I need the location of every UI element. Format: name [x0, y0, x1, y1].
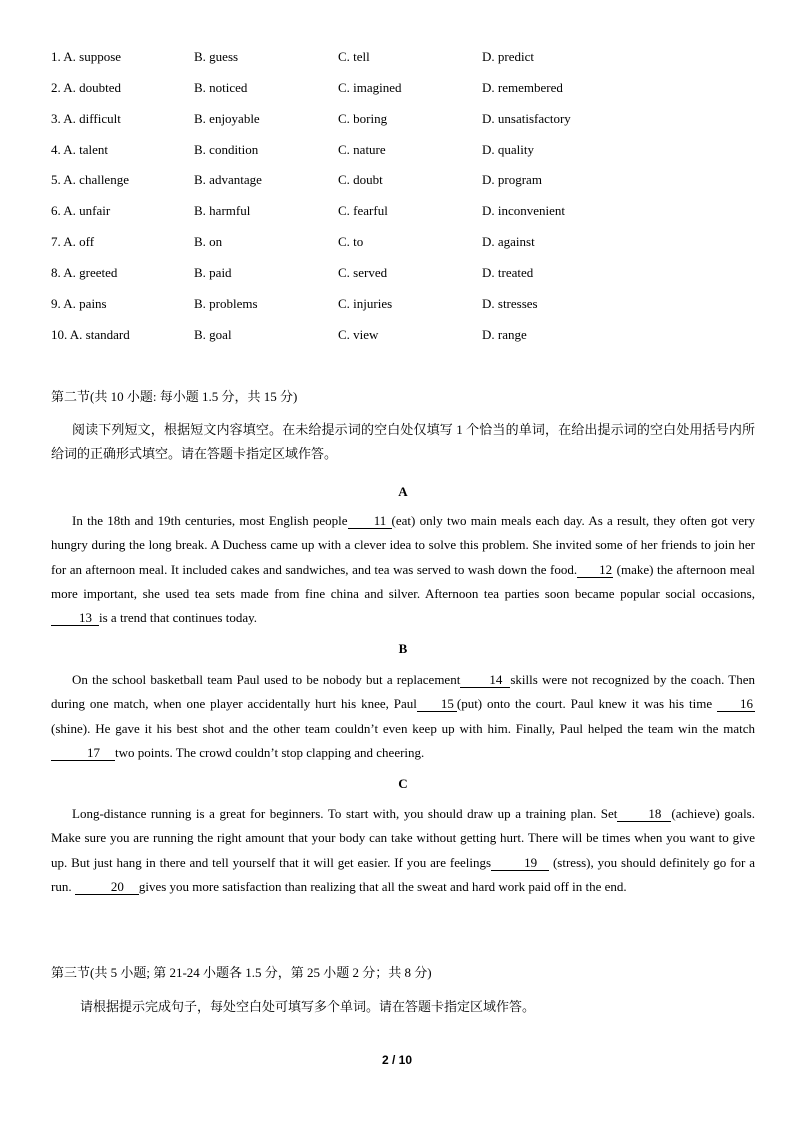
page-number: 2 / 10 — [381, 1053, 413, 1067]
option-a: 4. A. talent — [51, 141, 109, 157]
option-c: C. doubt — [338, 172, 383, 188]
option-c: C. injuries — [338, 295, 393, 311]
option-c: C. view — [338, 326, 379, 342]
option-d: D. quality — [482, 141, 534, 157]
blank-14: 14 — [460, 673, 510, 688]
section-2-heading: 第二节(共 10 小题: 每小题 1.5 分，共 15 分) — [51, 389, 298, 404]
option-a: 7. A. off — [51, 234, 95, 250]
option-a: 2. A. doubted — [51, 79, 122, 95]
blank-16: 16 — [717, 697, 755, 712]
option-c: C. tell — [338, 49, 370, 64]
passage-text: gives you more satisfaction than realizing that all the sweat and hard work paid off in the end. — [138, 878, 627, 894]
blank-13: 13 — [51, 611, 99, 626]
option-d: D. against — [482, 234, 535, 250]
option-d: D. stresses — [482, 295, 538, 311]
blank-15: 15 — [417, 697, 457, 712]
section-3-heading: 第三节(共 5 小题; 第 21-24 小题各 1.5 分，第 25 小题 2 分；共 8 分) — [51, 965, 432, 980]
option-b: B. advantage — [194, 172, 262, 188]
passage-b-text — [51, 668, 755, 765]
option-b: B. harmful — [194, 203, 251, 219]
passage-a-text — [51, 509, 755, 630]
passage-text: (eat) only two main meals each day. As a result, they often got very hungry during the long break. A Duchess came up with a clever idea to solve this problem. She invited some of her friends to join her for an afternoon meal. It included cakes and sandwiches, and tea was served to wash down the food. — [51, 513, 755, 577]
passage-text: is a trend that continues today. — [99, 610, 258, 626]
passage-c-label: C — [398, 776, 408, 791]
option-d: D. program — [482, 172, 542, 188]
blank-20: 20 — [75, 880, 139, 895]
option-a: 8. A. greeted — [51, 264, 118, 280]
option-c: C. served — [338, 264, 388, 280]
section-3-instruction: 请根据提示完成句子，每处空白处可填写多个单词。请在答题卡指定区域作答。 — [80, 999, 536, 1014]
option-c: C. fearful — [338, 203, 388, 219]
option-d: D. treated — [482, 264, 534, 280]
passage-text: (stress), you should definitely go for a run. — [51, 854, 755, 894]
passage-text: (put) onto the court. Paul knew it was his time — [456, 696, 713, 712]
passage-text: two points. The crowd couldn’t stop clapping and cheering. — [115, 744, 425, 760]
option-c: C. nature — [338, 141, 386, 157]
passage-text: In the 18th and 19th centuries, most English people — [72, 513, 348, 528]
option-a: 9. A. pains — [51, 295, 107, 311]
option-b: B. enjoyable — [194, 110, 260, 126]
option-c: C. imagined — [338, 79, 402, 95]
blank-12: 12 — [577, 563, 613, 578]
option-a: 10. A. standard — [51, 326, 130, 342]
option-a: 5. A. challenge — [51, 172, 129, 188]
section-2-instruction: 阅读下列短文，根据短文内容填空。在未给提示词的空白处仅填写 1 个恰当的单词，在给出提示词的空白处用括号内所给词的正确形式填空。请在答题卡指定区域作答。 — [51, 422, 755, 462]
option-c: C. boring — [338, 110, 388, 126]
passage-a-label: A — [398, 484, 408, 499]
option-a: 3. A. difficult — [51, 110, 121, 126]
passage-text: (achieve) goals. Make sure you are running the right amount that your body can take without getting hurt. There will be times when you want to give up. But just hang in there and tell yourself that it will get easier. If you are feelings — [51, 806, 755, 870]
blank-19: 19 — [491, 856, 549, 871]
option-b: B. paid — [194, 264, 232, 280]
option-d: D. unsatisfactory — [482, 110, 571, 126]
option-b: B. problems — [194, 295, 258, 311]
blank-11: 11 — [348, 514, 392, 529]
option-b: B. guess — [194, 49, 239, 64]
option-a: 6. A. unfair — [51, 203, 111, 219]
passage-text: (shine). He gave it his best shot and the other team couldn’t even keep up with him. Finally, Paul helped the team win the match — [51, 720, 755, 736]
blank-18: 18 — [617, 807, 671, 822]
blank-17: 17 — [51, 746, 115, 761]
passage-text: skills were not recognized by the coach. Then during one match, when one player accidentally hurt his knee, Paul — [51, 672, 756, 712]
passage-b-label: B — [398, 641, 408, 656]
passage-c-text — [51, 802, 755, 899]
passage-text: On the school basketball team Paul used to be nobody but a replacement — [72, 672, 461, 687]
option-a: 1. A. suppose — [51, 49, 122, 64]
option-b: B. goal — [194, 326, 232, 342]
passage-text: Long-distance running is a great for beginners. To start with, you should draw up a training plan. Set — [72, 806, 618, 821]
option-d: D. remembered — [482, 79, 563, 95]
option-d: D. predict — [482, 49, 534, 64]
option-c: C. to — [338, 234, 364, 250]
option-b: B. on — [194, 234, 223, 250]
option-b: B. condition — [194, 141, 259, 157]
passage-text: (make) the afternoon meal more important, she used tea sets made from fine china and silver. Afternoon tea parties soon became popular social occasions, — [51, 561, 755, 601]
option-d: D. range — [482, 326, 527, 342]
option-d: D. inconvenient — [482, 203, 566, 219]
option-b: B. noticed — [194, 79, 248, 95]
